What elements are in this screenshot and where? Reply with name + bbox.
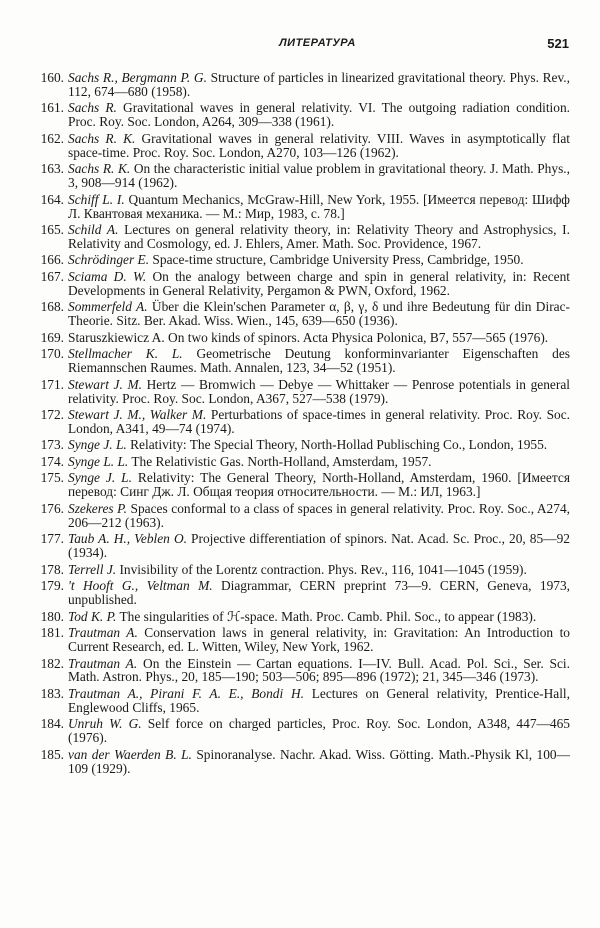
reference-text: Gravitational waves in general relativity. VI. The outgoing radiation condition. Proc. Roy. Soc. London, A264, 309—338 (1961). — [68, 100, 570, 130]
reference-text: Spaces conformal to a class of spaces in general relativity. Proc. Roy. Soc., A274, 206—212 (1963). — [68, 500, 570, 530]
reference-text: Space-time structure, Cambridge University Press, Cambridge, 1950. — [149, 252, 524, 268]
reference-entry — [40, 470, 570, 500]
reference-text: On the analogy between charge and spin in general relativity, in: Recent Developments in General Relativity, Pergamon & PWN, Oxford, 1962. — [68, 268, 571, 298]
reference-authors: van der Waerden B. L. — [68, 746, 192, 762]
reference-text: Gravitational waves in general relativity. VIII. Waves in asymptotically flat space-time. Proc. Roy. Soc. London, A270, 103—126 (1962). — [68, 130, 570, 160]
reference-authors: Trautman A., Pirani F. A. E., Bondi H. — [68, 685, 304, 701]
page-number: 521 — [547, 36, 569, 51]
reference-number: 165. — [40, 222, 64, 238]
reference-number: 180. — [40, 608, 64, 624]
reference-authors: Unruh W. G. — [68, 716, 142, 732]
reference-number: 184. — [40, 716, 64, 732]
reference-authors: Szekeres P. — [68, 500, 127, 516]
reference-entry — [40, 561, 570, 577]
reference-number: 164. — [40, 191, 64, 207]
reference-text: Projective differentiation of spinors. Nat. Acad. Sc. Proc., 20, 85—92 (1934). — [68, 531, 570, 561]
reference-entry — [40, 161, 570, 191]
reference-number: 167. — [40, 268, 64, 284]
reference-entry — [40, 100, 570, 130]
reference-text: Lectures on general relativity theory, in: Relativity Theory and Astrophysics, I. Relativity and Cosmology, ed. J. Ehlers, Amer. Math. Soc. Providence, 1967. — [68, 222, 570, 251]
reference-number: 170. — [40, 346, 64, 362]
reference-authors: Taub A. H., Veblen O. — [68, 531, 187, 547]
reference-authors: Trautman A. — [68, 625, 138, 641]
reference-entry — [40, 329, 570, 345]
reference-number: 178. — [40, 561, 64, 577]
reference-number: 177. — [40, 531, 64, 547]
reference-number: 168. — [40, 299, 64, 315]
reference-number: 169. — [40, 329, 64, 345]
reference-entry — [40, 625, 570, 654]
reference-authors: Stellmacher K. L. — [68, 346, 183, 362]
reference-entry — [40, 268, 571, 298]
reference-text: Relativity: The Special Theory, North-Hollad Publisching Co., London, 1955. — [126, 437, 548, 453]
reference-text: Über die Klein'schen Parameter α, β, γ, δ und ihre Bedeutung für din Dirac-Theorie. Sitz. Ber. Akad. Wiss. Wien., 145, 639—650 (1936). — [68, 299, 570, 329]
reference-authors: Sachs R., Bergmann P. G. — [68, 70, 207, 85]
reference-entry — [40, 346, 570, 376]
reference-entry — [40, 437, 570, 453]
reference-authors: Stewart J. M., Walker M. — [68, 407, 207, 423]
reference-entry — [40, 130, 570, 160]
reference-authors: Sachs R. K. — [68, 161, 131, 177]
reference-list — [40, 70, 571, 778]
reference-number: 185. — [40, 746, 64, 762]
running-title: ЛИТЕРАТУРА — [279, 37, 356, 49]
reference-text: Hertz — Bromwich — Debye — Whittaker — Penrose potentials in general relativity. Proc. Roy. Soc. London, A367, 527—538 (1979). — [68, 376, 571, 406]
reference-text: Geometrische Deutung konforminvarianter Eigenschaften des Riemannschen Raumes. Math. Annalen, 123, 34—52 (1951). — [68, 346, 570, 376]
reference-number: 176. — [40, 500, 64, 516]
reference-number: 160. — [40, 70, 64, 85]
reference-authors: Terrell J. — [68, 561, 117, 577]
reference-entry — [40, 299, 570, 329]
reference-entry — [40, 453, 570, 469]
reference-text: Self force on charged particles, Proc. Roy. Soc. London, A348, 447—465 (1976). — [68, 716, 570, 746]
reference-entry — [40, 70, 570, 99]
reference-number: 183. — [40, 685, 64, 701]
reference-text: Invisibility of the Lorentz contraction. Phys. Rev., 116, 1041—1045 (1959). — [116, 561, 527, 577]
reference-text: Staruszkiewicz A. On two kinds of spinors. Acta Physica Polonica, B7, 557—565 (1976). — [68, 329, 549, 345]
reference-text: The singularities of ℋ-space. Math. Proc. Camb. Phil. Soc., to appear (1983). — [116, 608, 537, 624]
reference-authors: Tod K. P. — [68, 608, 117, 624]
reference-entry — [40, 407, 571, 436]
reference-text: Diagrammar, CERN preprint 73—9. CERN, Geneva, 1973, unpublished. — [68, 578, 571, 608]
reference-authors: 't Hooft G., Veltman M. — [68, 578, 213, 594]
reference-authors: Schrödinger E. — [68, 252, 150, 268]
reference-entry — [40, 531, 570, 561]
reference-number: 175. — [40, 470, 64, 486]
reference-authors: Sachs R. — [68, 100, 117, 116]
reference-number: 181. — [40, 625, 64, 641]
reference-number: 162. — [40, 130, 64, 146]
reference-authors: Trautman A. — [68, 655, 138, 671]
reference-number: 171. — [40, 376, 64, 392]
reference-entry — [40, 500, 570, 530]
reference-number: 174. — [40, 453, 64, 469]
reference-text: On the Einstein — Cartan equations. I—IV. Bull. Acad. Pol. Sci., Ser. Sci. Math. Astron. Phys., 20, 185—190; 503—506; 895—896 (1972); 21, 345—346 (1973). — [68, 655, 570, 685]
reference-authors: Synge J. L. — [68, 470, 132, 486]
reference-authors: Sciama D. W. — [68, 268, 147, 284]
reference-text: Relativity: The General Theory, North-Holland, Amsterdam, 1960. [Имеется перевод: Синг Дж. Л. Общая теория относительности. — М.: ИЛ, 1963.] — [68, 470, 570, 500]
reference-authors: Synge J. L. — [68, 437, 127, 453]
reference-entry — [40, 252, 570, 268]
reference-authors: Stewart J. M. — [68, 376, 142, 392]
reference-entry — [40, 716, 570, 746]
reference-entry — [40, 376, 571, 406]
page-header — [66, 37, 569, 55]
reference-entry — [40, 685, 570, 715]
reference-entry — [40, 746, 570, 776]
reference-text: Perturbations of space-times in general relativity. Proc. Roy. Soc. London, A341, 49—74 (1974). — [68, 407, 571, 436]
reference-text: Conservation laws in general relativity, in: Gravitation: An Introduction to Current Research, ed. L. Witten, Wiley, New York, 1962. — [68, 625, 570, 654]
reference-number: 173. — [40, 437, 64, 453]
reference-text: Quantum Mechanics, McGraw-Hill, New York, 1955. [Имеется перевод: Шифф Л. Квантовая механика. — М.: Мир, 1983, с. 78.] — [68, 191, 570, 221]
reference-authors: Schiff L. I. — [68, 191, 125, 207]
reference-entry — [40, 608, 570, 624]
reference-text: The Relativistic Gas. North-Holland, Amsterdam, 1957. — [128, 453, 432, 469]
reference-number: 179. — [40, 578, 64, 594]
reference-number: 172. — [40, 407, 64, 423]
reference-entry — [40, 578, 571, 608]
reference-entry — [40, 655, 570, 685]
reference-text: On the characteristic initial value problem in gravitational theory. J. Math. Phys., 3, 908—914 (1962). — [68, 161, 570, 191]
reference-entry — [40, 191, 570, 221]
reference-text: Lectures on General relativity, Prentice-Hall, Englewood Cliffs, 1965. — [68, 685, 570, 715]
reference-number: 163. — [40, 161, 64, 177]
reference-authors: Sommerfeld A. — [68, 299, 148, 315]
reference-number: 182. — [40, 655, 64, 671]
reference-authors: Sachs R. K. — [68, 130, 136, 146]
reference-authors: Schild A. — [68, 222, 119, 238]
reference-text: Structure of particles in linearized gravitational theory. Phys. Rev., 112, 674—680 (1958). — [68, 70, 570, 99]
reference-number: 166. — [40, 252, 64, 268]
reference-entry — [40, 222, 570, 251]
reference-authors: Synge L. L. — [68, 453, 129, 469]
reference-number: 161. — [40, 100, 64, 116]
reference-text: Spinoranalyse. Nachr. Akad. Wiss. Göttіng. Math.-Physik Kl, 100—109 (1929). — [68, 746, 570, 776]
